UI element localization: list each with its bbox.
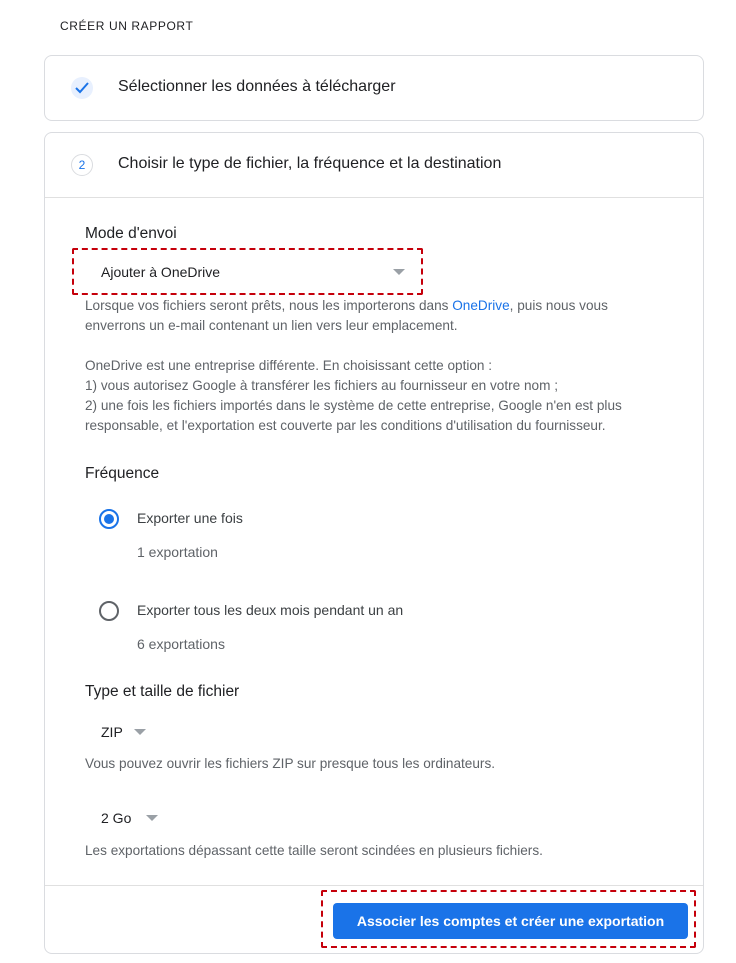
delivery-select-value: Ajouter à OneDrive [101,264,221,280]
step-number-badge: 2 [71,154,93,176]
file-type-value: ZIP [101,724,123,740]
third-party-notice: OneDrive est une entreprise différente. En choisissant cette option : 1) vous autorisez Google à transférer les fichiers au fournisseur en votre nom ; 2) une fois les fichiers importés dans le système de cette entreprise, Google n'en est plus responsable, et l'exportation est couverte par les conditions d'utilisation du fournisseur. [85,358,622,433]
step-1-title: Sélectionner les données à télécharger [118,78,396,95]
dropdown-arrow-icon [146,815,158,821]
frequency-label: Fréquence [85,465,160,482]
onedrive-link[interactable]: OneDrive [452,298,510,313]
radio-export-once[interactable] [99,509,119,529]
header-divider [45,197,703,198]
export-once-count: 1 exportation [137,544,218,560]
highlight-box-action [321,890,696,948]
dropdown-arrow-icon [134,729,146,735]
step-1-header[interactable] [45,56,703,120]
export-bimonthly-count: 6 exportations [137,636,225,652]
radio-export-bimonthly[interactable] [99,601,119,621]
file-type-select[interactable] [101,722,161,744]
radio-export-once-label[interactable]: Exporter une fois [137,510,243,526]
radio-export-bimonthly-label[interactable]: Exporter tous les deux mois pendant un an [137,602,404,618]
file-type-description: Vous pouvez ouvrir les fichiers ZIP sur presque tous les ordinateurs. [85,756,496,771]
file-type-size-label: Type et taille de fichier [85,683,240,700]
step-1-card[interactable] [44,55,704,121]
step-2-title: Choisir le type de fichier, la fréquence et la destination [118,155,502,172]
step-2-card [44,132,704,954]
delivery-label: Mode d'envoi [85,225,177,242]
step-2-header[interactable] [45,133,703,197]
file-size-description: Les exportations dépassant cette taille seront scindées en plusieurs fichiers. [85,843,543,858]
footer-divider [45,885,703,886]
highlight-box-delivery [72,248,423,295]
file-size-value: 2 Go [101,810,132,826]
page-header: CRÉER UN RAPPORT [60,19,194,33]
create-export-button[interactable]: Associer les comptes et créer une exportation [333,903,688,939]
file-size-select[interactable] [101,808,171,830]
checkmark-icon [71,77,93,99]
delivery-description: Lorsque vos fichiers seront prêts, nous les importerons dans OneDrive, puis nous vous enverrons un e-mail contenant un lien vers leur emplacement. [85,298,608,333]
